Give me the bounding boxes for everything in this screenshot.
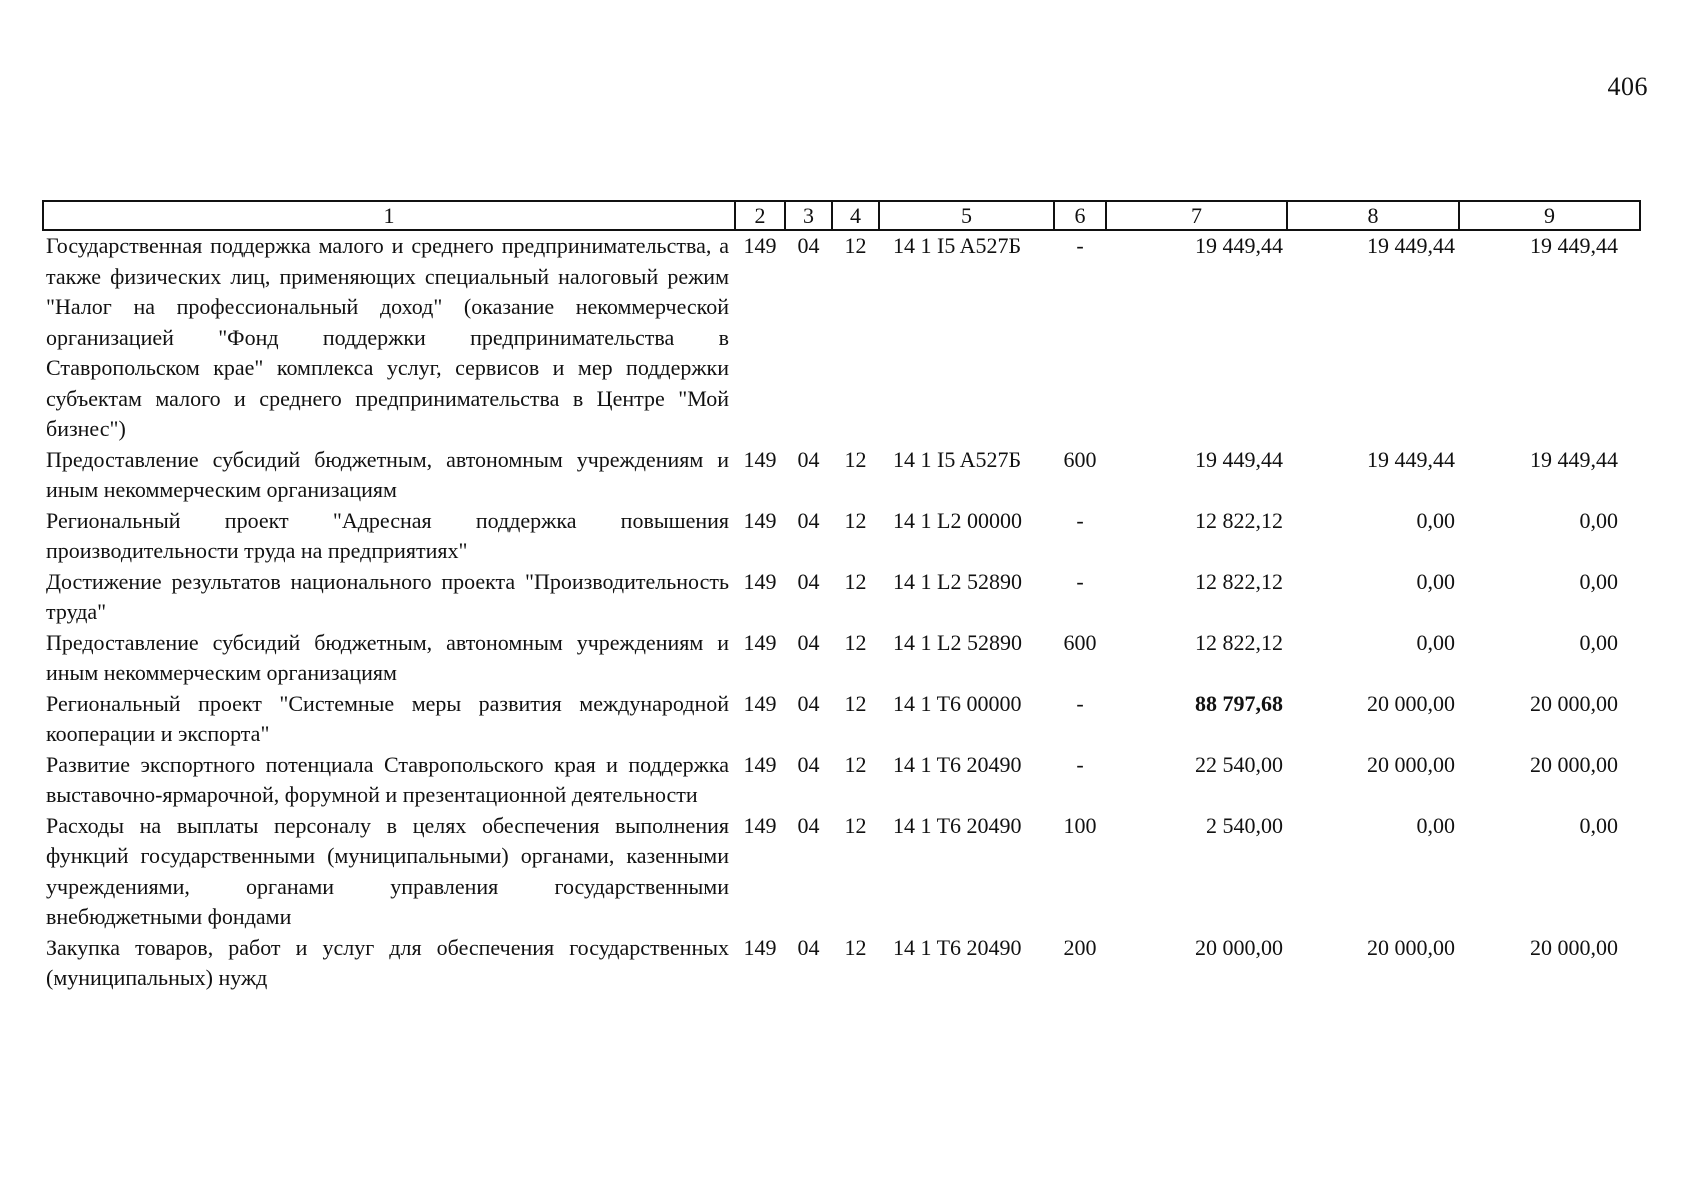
column-header: 4 [832,201,879,230]
cell-target-article: 14 1 I5 A527Б [893,446,1022,472]
cell-expense-type: - [1076,751,1084,777]
cell-section: 04 [797,690,820,716]
cell-ministry: 149 [743,568,777,594]
column-header: 7 [1106,201,1287,230]
cell-value-col9: 0,00 [1579,629,1618,655]
cell-value-col9: 20 000,00 [1530,751,1618,777]
cell-target-article: 14 1 T6 00000 [893,690,1022,716]
cell-value-col9: 0,00 [1579,568,1618,594]
cell-value-col9: 19 449,44 [1530,233,1618,258]
table-row [43,811,1640,933]
cell-name: Предоставление субсидий бюджетным, автономным учреждениям и иным некоммерческим организациям [46,446,729,502]
cell-ministry: 149 [743,690,777,716]
cell-target-article: 14 1 I5 A527Б [893,233,1022,258]
cell-value-col7: 19 449,44 [1195,446,1283,472]
cell-value-col7: 12 822,12 [1195,629,1283,655]
table-header-row [43,201,1640,230]
table-row [43,628,1640,689]
cell-value-col8: 19 449,44 [1367,233,1455,258]
cell-section: 04 [797,446,820,472]
cell-value-col7: 20 000,00 [1195,934,1283,960]
column-header: 9 [1459,201,1640,230]
cell-name: Развитие экспортного потенциала Ставропольского края и поддержка выставочно-ярмарочной, форумной и презентационной деятельности [46,751,729,807]
page-number: 406 [1607,72,1648,101]
column-header: 2 [735,201,785,230]
cell-value-col9: 19 449,44 [1530,446,1618,472]
table-row [43,506,1640,567]
cell-value-col8: 0,00 [1416,629,1455,655]
cell-subsection: 12 [844,751,867,777]
cell-target-article: 14 1 L2 52890 [893,629,1022,655]
cell-subsection: 12 [844,507,867,533]
cell-section: 04 [797,233,820,258]
cell-value-col8: 0,00 [1416,507,1455,533]
cell-subsection: 12 [844,568,867,594]
cell-value-col7: 22 540,00 [1195,751,1283,777]
cell-subsection: 12 [844,629,867,655]
budget-table [42,200,1641,994]
cell-subsection: 12 [844,934,867,960]
table-row [43,230,1640,445]
cell-expense-type: 200 [1063,934,1097,960]
table-row [43,567,1640,628]
cell-target-article: 14 1 L2 52890 [893,568,1022,594]
cell-target-article: 14 1 T6 20490 [893,812,1022,838]
cell-section: 04 [797,934,820,960]
cell-value-col7: 12 822,12 [1195,507,1283,533]
cell-value-col7: 88 797,68 [1195,690,1283,716]
cell-ministry: 149 [743,751,777,777]
cell-value-col8: 19 449,44 [1367,446,1455,472]
cell-section: 04 [797,812,820,838]
cell-section: 04 [797,507,820,533]
cell-value-col7: 19 449,44 [1195,233,1283,258]
cell-subsection: 12 [844,446,867,472]
cell-value-col9: 20 000,00 [1530,934,1618,960]
table-row [43,750,1640,811]
table-body [43,230,1640,994]
cell-expense-type: 100 [1063,812,1097,838]
cell-value-col7: 2 540,00 [1206,812,1283,838]
cell-target-article: 14 1 L2 00000 [893,507,1022,533]
cell-ministry: 149 [743,629,777,655]
cell-ministry: 149 [743,446,777,472]
cell-section: 04 [797,751,820,777]
cell-value-col8: 0,00 [1416,568,1455,594]
cell-name: Расходы на выплаты персоналу в целях обеспечения выполнения функций государственными (муниципальными) органами, казенными учреждениями, органами управления государственными внебюджетными фондами [46,812,729,929]
cell-expense-type: - [1076,568,1084,594]
table-row [43,933,1640,994]
cell-expense-type: - [1076,507,1084,533]
table-row [43,445,1640,506]
cell-target-article: 14 1 T6 20490 [893,751,1022,777]
cell-name: Достижение результатов национального проекта "Производительность труда" [46,568,729,624]
cell-subsection: 12 [844,690,867,716]
cell-name: Региональный проект "Адресная поддержка повышения производительности труда на предприятиях" [46,507,729,563]
cell-ministry: 149 [743,507,777,533]
column-header: 3 [785,201,832,230]
cell-expense-type: - [1076,690,1084,716]
cell-name: Региональный проект "Системные меры развития международной кооперации и экспорта" [46,690,729,746]
cell-value-col8: 20 000,00 [1367,690,1455,716]
cell-value-col9: 0,00 [1579,812,1618,838]
cell-ministry: 149 [743,812,777,838]
cell-value-col8: 0,00 [1416,812,1455,838]
cell-expense-type: 600 [1063,629,1097,655]
cell-ministry: 149 [743,934,777,960]
cell-name: Предоставление субсидий бюджетным, автономным учреждениям и иным некоммерческим организациям [46,629,729,685]
table-row [43,689,1640,750]
column-header: 5 [879,201,1054,230]
cell-subsection: 12 [844,233,867,258]
cell-value-col8: 20 000,00 [1367,934,1455,960]
cell-ministry: 149 [743,233,777,258]
cell-target-article: 14 1 T6 20490 [893,934,1022,960]
cell-value-col9: 0,00 [1579,507,1618,533]
cell-section: 04 [797,629,820,655]
cell-expense-type: - [1076,233,1084,258]
cell-expense-type: 600 [1063,446,1097,472]
cell-name: Государственная поддержка малого и среднего предпринимательства, а также физических лиц, применяющих специальный налоговый режим "Налог на профессиональный доход" (оказание некоммерческой организацией "Фонд поддержки предпринимательства в Ставропольском крае" комплекса услуг, сервисов и мер поддержки субъектам малого и среднего предпринимательства в Центре "Мой бизнес") [46,233,729,441]
cell-value-col9: 20 000,00 [1530,690,1618,716]
cell-section: 04 [797,568,820,594]
cell-value-col8: 20 000,00 [1367,751,1455,777]
cell-subsection: 12 [844,812,867,838]
column-header: 8 [1287,201,1459,230]
cell-name: Закупка товаров, работ и услуг для обеспечения государственных (муниципальных) нужд [46,934,729,990]
column-header: 1 [43,201,735,230]
column-header: 6 [1054,201,1106,230]
cell-value-col7: 12 822,12 [1195,568,1283,594]
